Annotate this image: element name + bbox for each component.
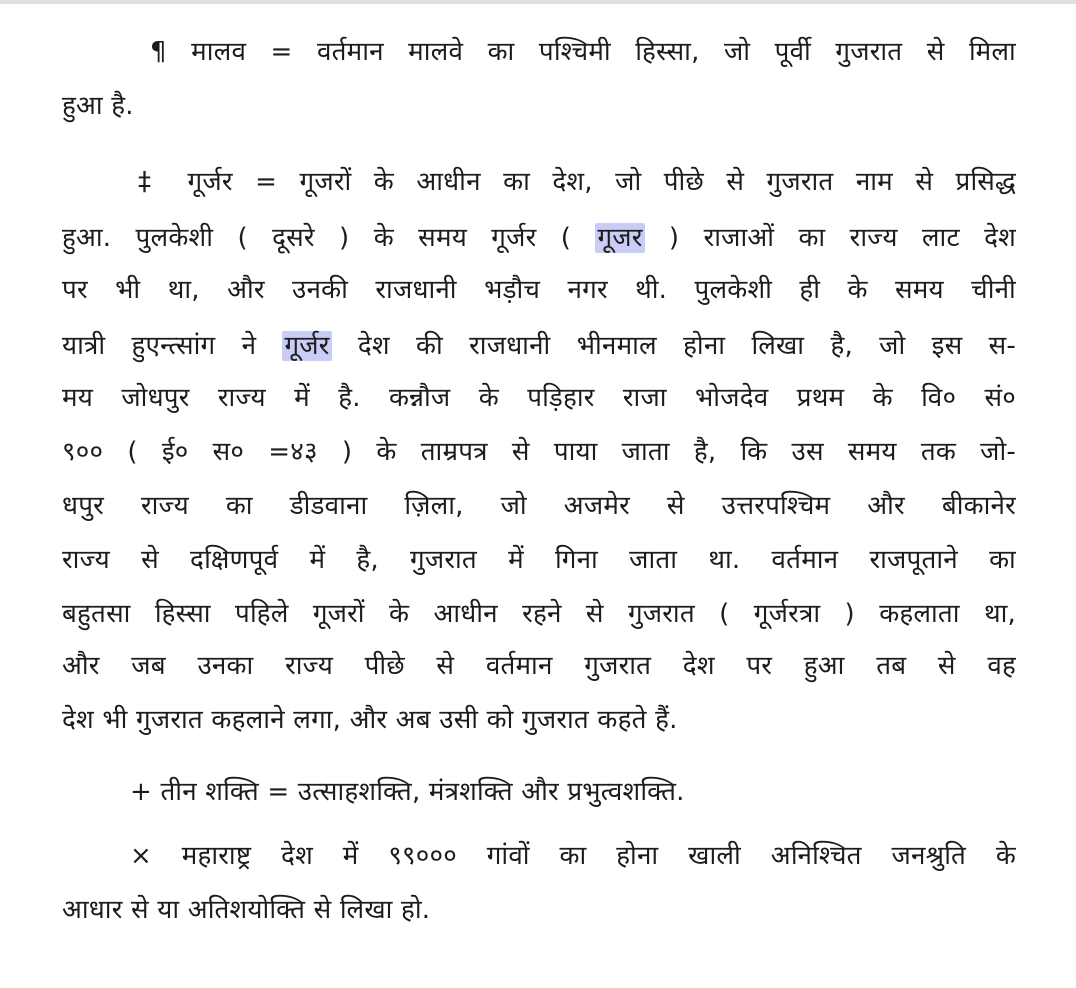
text-segment: और जब उनका राज्य पीछे से वर्तमान गुजरात देश पर हुआ तब से वह — [62, 651, 1016, 681]
text-segment: देश भी गुजरात कहलाने लगा, और अब उसी को गुजरात कहते हैं. — [62, 705, 678, 735]
footnote-malav-line-2 — [62, 86, 1016, 126]
text-segment: ‡ गूर्जर = गूजरों के आधीन का देश, जो पीछे से गुजरात नाम से प्रसिद्ध — [138, 167, 1016, 197]
text-segment: ) राजाओं का राज्य लाट देश — [644, 223, 1016, 253]
text-segment: आधार से या अतिशयोक्ति से लिखा हो. — [62, 895, 431, 925]
text-segment: देश की राजधानी भीनमाल होना लिखा है, जो इस स- — [331, 331, 1016, 361]
highlighted-term[interactable]: गूजर — [597, 223, 643, 253]
footnote-gurjar-line-1 — [138, 162, 1016, 202]
text-segment: + तीन शक्ति = उत्साहशक्ति, मंत्रशक्ति और प्रभुत्वशक्ति. — [130, 777, 685, 807]
footnote-malav-line-1 — [150, 32, 1016, 72]
footnote-shakti-line-1 — [130, 772, 1016, 812]
text-segment: मय जोधपुर राज्य में है. कन्नौज के पड़िहार राजा भोजदेव प्रथम के वि० सं० — [62, 383, 1016, 413]
footnote-gurjar-line-8 — [62, 540, 1016, 580]
text-segment: ¶ मालव = वर्तमान मालवे का पश्चिमी हिस्सा, जो पूर्वी गुजरात से मिला — [150, 37, 1016, 67]
text-segment: यात्री हुएन्त्सांग ने — [62, 331, 283, 361]
footnote-gurjar-line-3 — [62, 270, 1016, 310]
text-segment: बहुतसा हिस्सा पहिले गूजरों के आधीन रहने से गुजरात ( गूर्जरत्रा ) कहलाता था, — [62, 599, 1016, 629]
footnote-maharashtra-line-2 — [62, 890, 1016, 930]
footnote-gurjar-line-6 — [62, 432, 1016, 472]
text-segment: राज्य से दक्षिणपूर्व में है, गुजरात में गिना जाता था. वर्तमान राजपूताने का — [62, 545, 1016, 575]
text-segment: हुआ है. — [62, 91, 134, 121]
footnote-gurjar-line-2 — [62, 218, 1016, 258]
text-segment: पर भी था, और उनकी राजधानी भड़ौच नगर थी. पुलकेशी ही के समय चीनी — [62, 275, 1016, 305]
text-segment: × महाराष्ट्र देश में ९९००० गांवों का होना खाली अनिश्चित जनश्रुति के — [130, 841, 1016, 871]
text-segment: हुआ. पुलकेशी ( दूसरे ) के समय गूर्जर ( — [62, 223, 596, 253]
highlighted-term[interactable]: गूर्जर — [284, 331, 330, 361]
footnote-gurjar-line-10 — [62, 646, 1016, 686]
footnote-gurjar-line-7 — [62, 486, 1016, 526]
footnote-gurjar-line-5 — [62, 378, 1016, 418]
footnote-gurjar-line-9 — [62, 594, 1016, 634]
text-segment: धपुर राज्य का डीडवाना ज़िला, जो अजमेर से उत्तरपश्चिम और बीकानेर — [62, 491, 1016, 521]
footnote-maharashtra-line-1 — [130, 836, 1016, 876]
footnote-gurjar-line-4 — [62, 326, 1016, 366]
text-segment: ९०० ( ई० स० =४३ ) के ताम्रपत्र से पाया जाता है, कि उस समय तक जो- — [62, 437, 1016, 467]
footnote-gurjar-line-11 — [62, 700, 1016, 740]
